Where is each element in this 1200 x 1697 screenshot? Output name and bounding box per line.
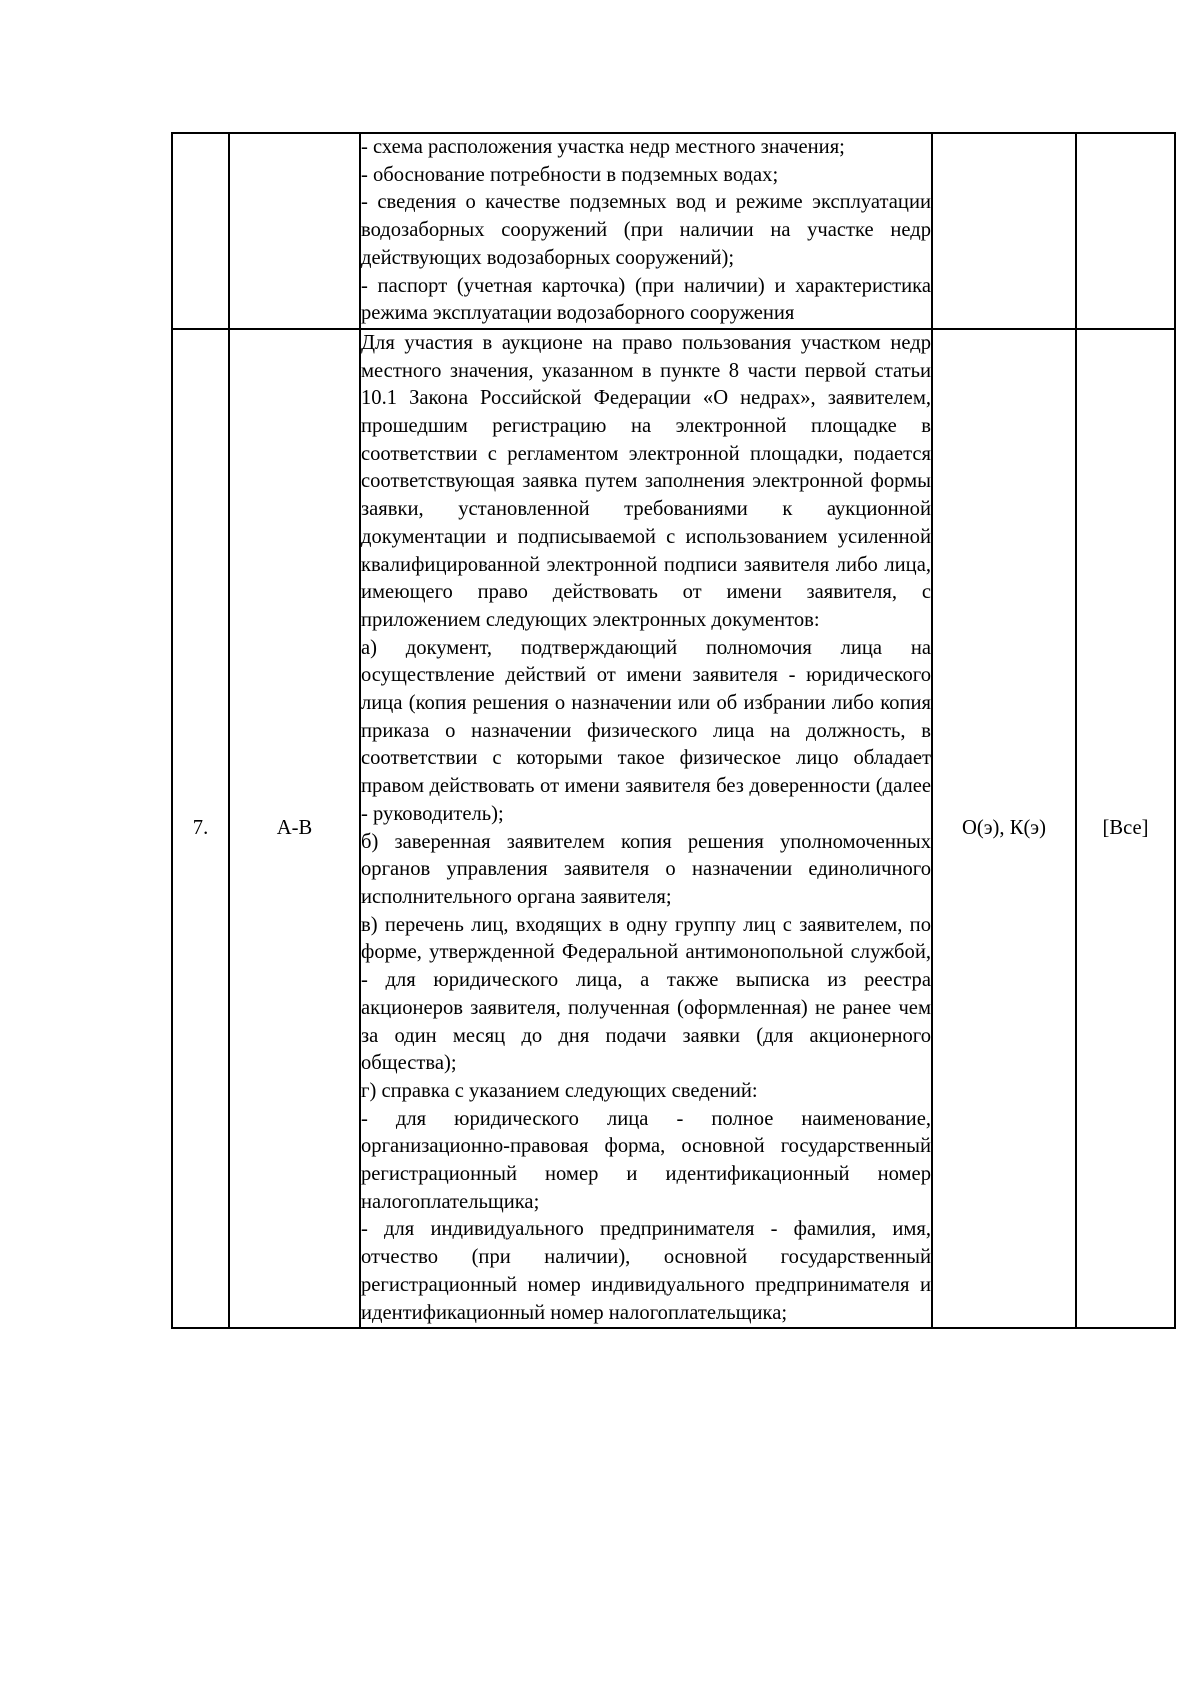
cell-requirements-continued (360, 133, 932, 329)
table-row-continued (172, 133, 1175, 329)
paragraph: - обоснование потребности в подземных водах; (361, 163, 779, 186)
cell-number-empty (172, 133, 229, 329)
cell-form: О(э), К(э) (932, 329, 1076, 1328)
paragraph: а) документ, подтверждающий полномочия лица на осуществление действий от имени заявителя - юридического лица (копия решения о назначении или об избрании либо копия приказа о назначении физического лица на должность, в соответствии с которыми такое физическое лицо обладает правом действовать от имени заявителя без доверенности (далее - руководитель); (361, 636, 931, 825)
cell-form-empty (932, 133, 1076, 329)
document-table (171, 132, 1176, 1329)
paragraph: Для участия в аукционе на право пользования участком недр местного значения, указанном в пункте 8 части первой статьи 10.1 Закона Российской Федерации «О недрах», заявителем, прошедшим регистрацию на электронной площадке в соответствии с регламентом электронной площадки, подается соответствующая заявка путем заполнения электронной формы заявки, установленной требованиями к аукционной документации и подписываемой с использованием усиленной квалифицированной электронной подписи заявителя либо лица, имеющего право действовать от имени заявителя, с приложением следующих электронных документов: (361, 331, 931, 631)
cell-number: 7. (172, 329, 229, 1328)
paragraph: - схема расположения участка недр местного значения; (361, 136, 845, 158)
paragraph: - паспорт (учетная карточка) (при наличии) и характеристика режима эксплуатации водозаборного сооружения (361, 274, 931, 325)
paragraph: - для индивидуального предпринимателя - фамилия, имя, отчество (при наличии), основной государственный регистрационный номер индивидуального предпринимателя и идентификационный номер налогоплательщика; (361, 1218, 931, 1324)
cell-code: А-В (229, 329, 360, 1328)
paragraph: - сведения о качестве подземных вод и режиме эксплуатации водозаборных сооружений (при наличии на участке недр действующих водозаборных сооружений); (361, 191, 931, 269)
paragraph: г) справка с указанием следующих сведений: (361, 1079, 758, 1102)
paragraph: в) перечень лиц, входящих в одну группу лиц с заявителем, по форме, утвержденной Федеральной антимонопольной службой, - для юридического лица, а также выписка из реестра акционеров заявителя, полученная (оформленная) не ранее чем за один месяц до дня подачи заявки (для акционерного общества); (361, 913, 931, 1075)
cell-applicants-empty (1076, 133, 1175, 329)
table-row-7 (172, 329, 1175, 1328)
cell-code-empty (229, 133, 360, 329)
cell-applicants: [Все] (1076, 329, 1175, 1328)
paragraph: б) заверенная заявителем копия решения уполномоченных органов управления заявителя о назначении единоличного исполнительного органа заявителя; (361, 830, 931, 908)
cell-requirements (360, 329, 932, 1328)
paragraph: - для юридического лица - полное наименование, организационно-правовая форма, основной государственный регистрационный номер и идентификационный номер налогоплательщика; (361, 1107, 931, 1213)
